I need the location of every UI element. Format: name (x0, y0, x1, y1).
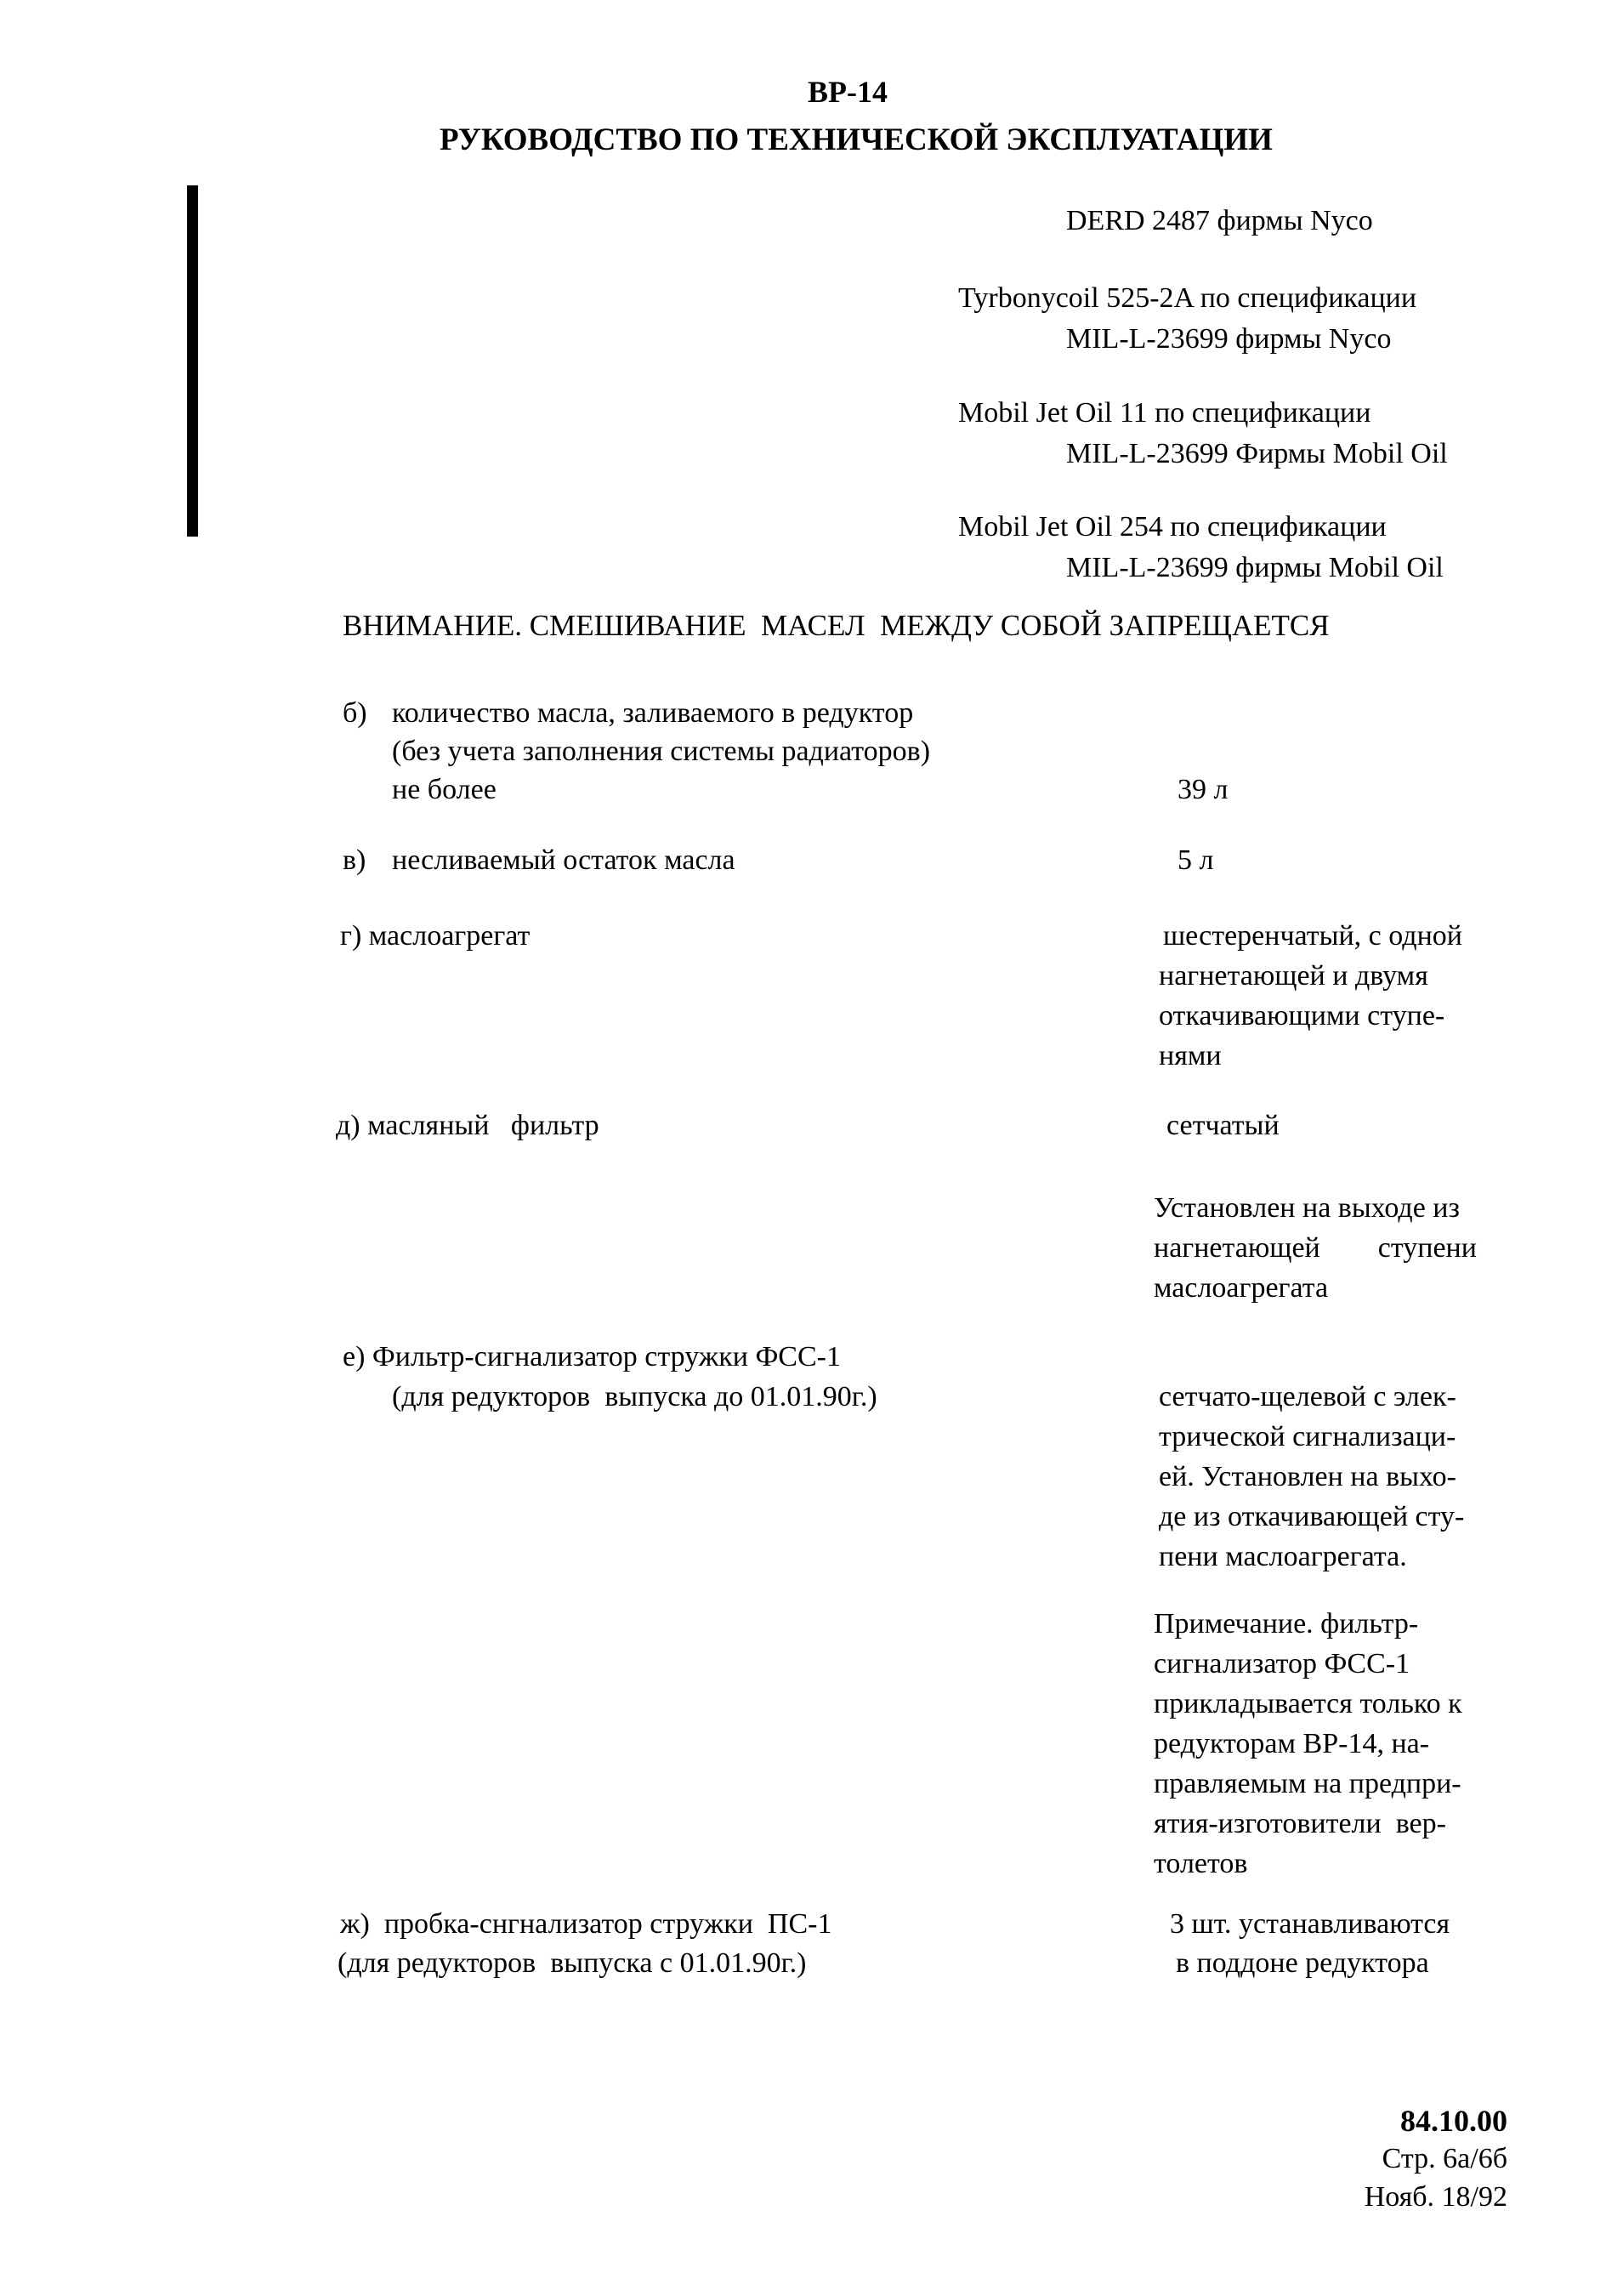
item-d-value: сетчатый (1166, 1110, 1280, 1141)
item-d-location-line3: маслоагрегата (1154, 1272, 1329, 1304)
item-e-note-line1: Примечание. фильтр- (1154, 1608, 1419, 1640)
oil-spec-mobil254-line1: Mobil Jet Oil 254 по спецификации (958, 511, 1387, 543)
item-v-label: в) (343, 844, 366, 876)
oil-spec-tyrbonycoil-line1: Tyrbonycoil 525-2A по спецификации (958, 282, 1417, 314)
item-b-value: 39 л (1178, 774, 1229, 805)
item-v-text: несливаемый остаток масла (392, 844, 735, 876)
item-b-line1: количество масла, заливаемого в редуктор (392, 697, 914, 729)
item-b-label: б) (343, 697, 367, 729)
oil-spec-mobil11-line2: MIL-L-23699 Фирмы Mobil Oil (1066, 438, 1448, 469)
item-b-line3: не более (392, 774, 497, 805)
item-e-note-line6: ятия-изготовители вер- (1154, 1808, 1446, 1839)
footer-section-number: 84.10.00 (1400, 2104, 1507, 2138)
item-zh-value-line2: в поддоне редуктора (1176, 1947, 1429, 1979)
oil-spec-derd: DERD 2487 фирмы Nyco (1066, 205, 1373, 236)
footer-page-number: Стр. 6а/6б (1382, 2143, 1507, 2174)
doc-model-title: ВР-14 (808, 75, 888, 109)
item-e-value-line4: де из откачивающей сту- (1159, 1501, 1465, 1532)
oil-spec-mobil11-line1: Mobil Jet Oil 11 по спецификации (958, 397, 1371, 429)
item-e-value-line3: ей. Установлен на выхо- (1159, 1461, 1456, 1492)
item-g-value-line4: нями (1159, 1040, 1222, 1071)
warning-text: ВНИМАНИЕ. СМЕШИВАНИЕ МАСЕЛ МЕЖДУ СОБОЙ ЗАПРЕЩАЕТСЯ (343, 609, 1330, 642)
item-e-label-line1: е) Фильтр-сигнализатор стружки ФСС-1 (343, 1341, 841, 1372)
item-d-location-line2: нагнетающей ступени (1154, 1232, 1477, 1264)
item-zh-value-line1: 3 шт. устанавливаются (1170, 1908, 1450, 1940)
item-g-value-line1: шестеренчатый, с одной (1163, 920, 1462, 952)
oil-spec-tyrbonycoil-line2: MIL-L-23699 фирмы Nyco (1066, 323, 1392, 355)
item-e-note-line5: правляемым на предпри- (1154, 1768, 1461, 1799)
item-g-label: г) маслоагрегат (340, 920, 531, 952)
item-zh-label-line2: (для редукторов выпуска с 01.01.90г.) (338, 1947, 807, 1979)
item-e-label-line2: (для редукторов выпуска до 01.01.90г.) (392, 1381, 877, 1412)
item-d-label: д) масляный фильтр (336, 1110, 599, 1141)
item-e-note-line3: прикладывается только к (1154, 1688, 1462, 1719)
item-e-note-line2: сигнализатор ФСС-1 (1154, 1648, 1410, 1679)
item-e-note-line7: толетов (1154, 1848, 1248, 1879)
oil-spec-mobil254-line2: MIL-L-23699 фирмы Mobil Oil (1066, 552, 1444, 583)
doc-title: РУКОВОДСТВО ПО ТЕХНИЧЕСКОЙ ЭКСПЛУАТАЦИИ (440, 122, 1273, 157)
item-e-value-line2: трической сигнализаци- (1159, 1421, 1456, 1452)
item-d-location-line1: Установлен на выходе из (1154, 1192, 1460, 1224)
item-g-value-line3: откачивающими ступе- (1159, 1000, 1445, 1031)
footer-date: Нояб. 18/92 (1364, 2181, 1507, 2213)
item-b-line2: (без учета заполнения системы радиаторов) (392, 736, 931, 767)
item-e-value-line5: пени маслоагрегата. (1159, 1541, 1407, 1572)
item-e-note-line4: редукторам ВР-14, на- (1154, 1728, 1430, 1759)
item-e-value-line1: сетчато-щелевой с элек- (1159, 1381, 1456, 1412)
item-g-value-line2: нагнетающей и двумя (1159, 960, 1428, 992)
revision-bar (187, 185, 198, 537)
item-zh-label-line1: ж) пробка-снгнализатор стружки ПС-1 (340, 1908, 832, 1940)
item-v-value: 5 л (1178, 844, 1214, 876)
